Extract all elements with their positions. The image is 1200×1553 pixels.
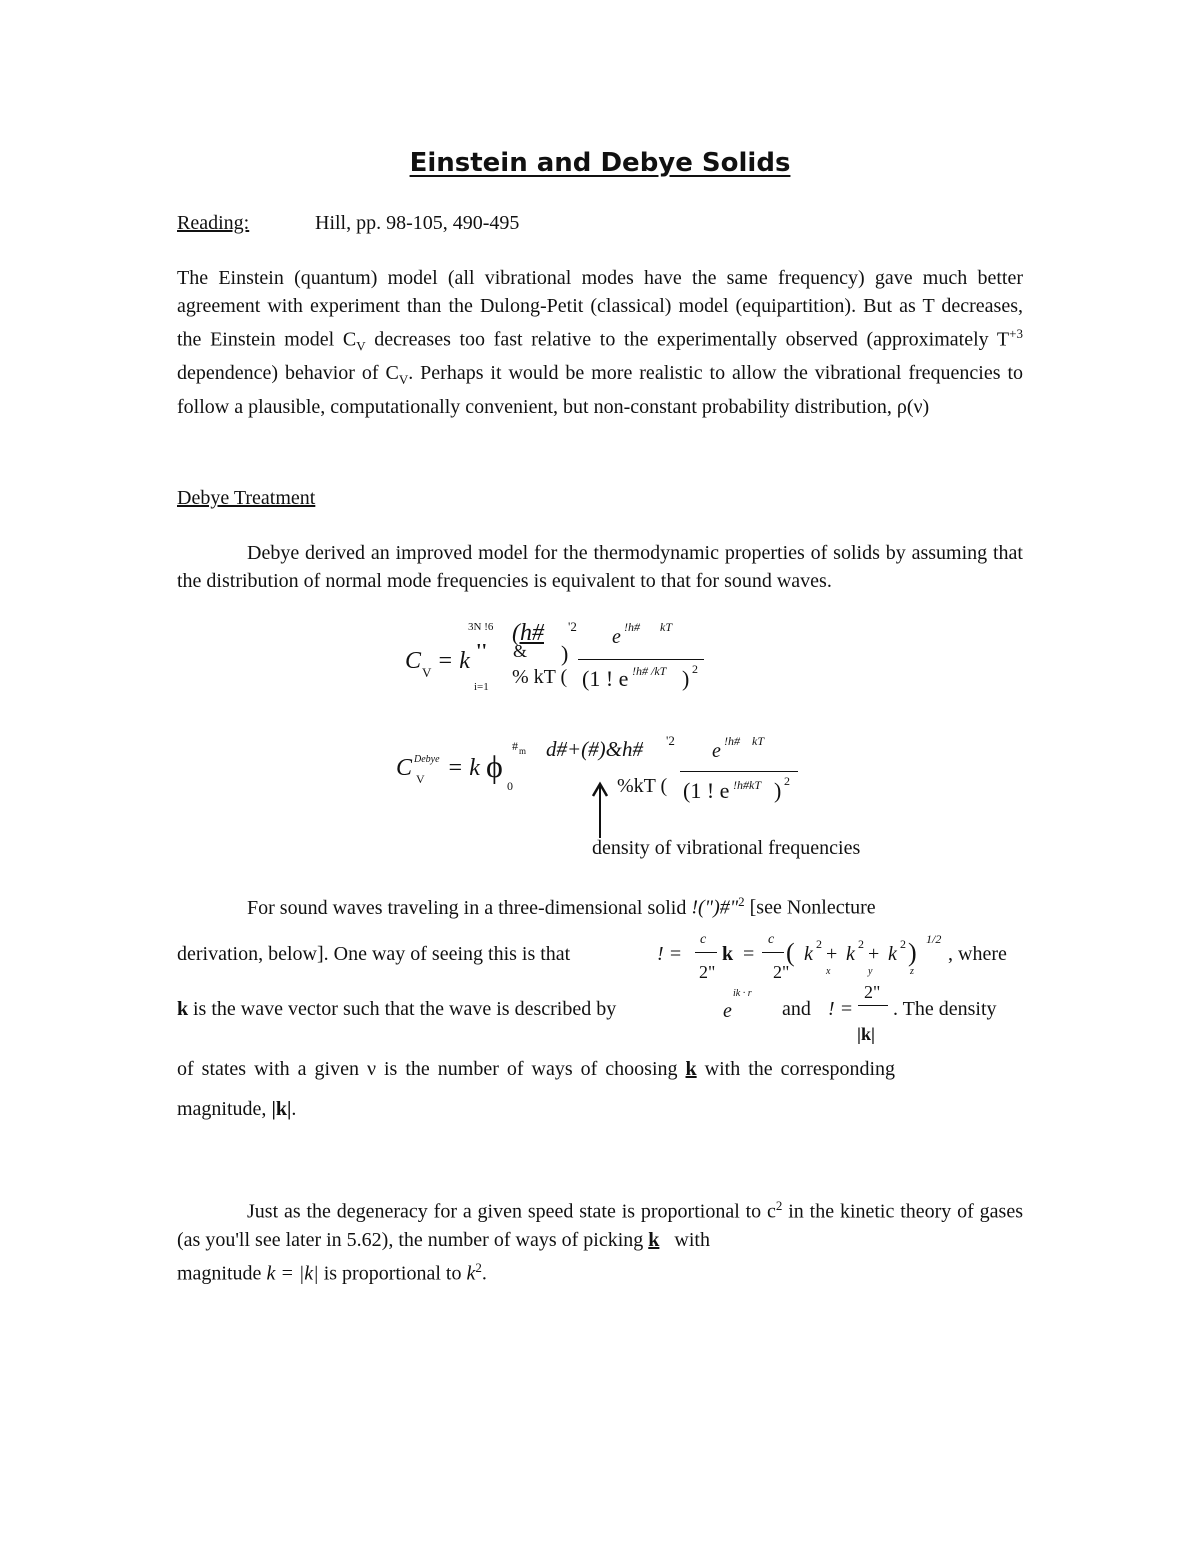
fraction-bar bbox=[578, 659, 704, 660]
reading-label: Reading: bbox=[177, 212, 250, 234]
intro-paragraph: The Einstein (quantum) model (all vibrational modes have the same frequency) gave much better agreement with experiment than the Dulong-Petit (classical) model (equipartition). But as T decreases, the Einstein model $C_V$ decreases too fast relative to the experimentally observed (approximately $T^{+3}$ dependence) behavior of $C_V$. Perhaps it would be more realistic to allow the vibrational frequencies to follow a plausible, computationally convenient, but non-constant probability distribution, ρ(ν) bbox=[177, 267, 1024, 418]
debye-paragraph: Debye derived an improved model for the thermodynamic properties of solids by assuming that the distribution of normal mode frequencies is equivalent to that for sound waves. bbox=[177, 542, 1023, 592]
debye-heading: Debye Treatment bbox=[177, 487, 316, 509]
degeneracy-last-line: magnitude k = |k| is proportional to $k^2$. bbox=[177, 1260, 487, 1285]
sound-line-1: For sound waves traveling in a three-dimensional solid !(")#"$^2$ [see Nonlecture bbox=[247, 894, 876, 919]
fraction-bar bbox=[858, 1005, 888, 1006]
fraction-bar bbox=[762, 952, 784, 953]
fraction-bar bbox=[695, 952, 717, 953]
fraction-bar bbox=[680, 771, 798, 772]
reading-text: Hill, pp. 98-105, 490-495 bbox=[315, 212, 520, 234]
degeneracy-paragraph: Just as the degeneracy for a given speed state is proportional to $c^2$ in the kinetic theory of gases (as you'll see later in 5.62), the number of ways of picking k with bbox=[177, 1198, 1023, 1251]
reading-line bbox=[177, 212, 519, 235]
integral-sign: ϕ bbox=[486, 748, 503, 784]
sound-line-5: magnitude, |k|. bbox=[177, 1098, 297, 1120]
document-page: Einstein and Debye Solids Reading: Hill, pp. 98-105, 490-495 The Einstein (quantum) model (all vibrational modes have the same frequency) gave much better agreement with experiment than the Dulong-Petit (classical) model (equipartition). But as T decreases, the Einstein model $C_V$ decreases too fast relative to the experimentally observed (approximately $T^{+3}$ dependence) behavior of $C_V$. Perhaps it would be more realistic to allow the vibrational frequencies to follow a plausible, computationally convenient, but non-constant probability distribution, ρ(ν) Debye Treatment Debye derived an improved model for the thermodynamic properties of solids by assuming that the distribution of normal mode frequencies is equivalent to that for sound waves. C V = k 3N !6 '' i=1 (h# '2 & ) % kT ( e !h# kT (1 ! e !h# /kT ) 2 C Debye V = k ϕ # m 0 d#+(#)&h# '2 %kT ( e !h# kT (1 ! e !h#kT ) 2 density of vibrational frequencies For sound waves traveling in a three-dimensional solid !(")#"$^2$ [see Nonlecture derivation, below]. One way of seeing this is that ! = c 2" k = c 2" ( k 2 + k 2 + k 2 ) 1/2 x y z , where k is the wave vector such that the wave is described by e ik · r and ! = 2" |k| . The density of states with a given ν is the number of ways of choosing k with the corresponding magnitude, |k|. Just as the degeneracy for a given speed state is proportional to $c^2$ in the kinetic theory of gases (as you'll see later in 5.62), the number of ways of picking k with magnitude k = |k| is proportional to $k^2$. bbox=[0, 0, 1200, 1553]
sound-line-4: of states with a given ν is the number of ways of choosing k with the corresponding bbox=[177, 1058, 896, 1080]
density-annotation: density of vibrational frequencies bbox=[592, 837, 861, 859]
up-arrow-icon bbox=[590, 780, 610, 840]
page-title: Einstein and Debye Solids bbox=[409, 148, 791, 178]
